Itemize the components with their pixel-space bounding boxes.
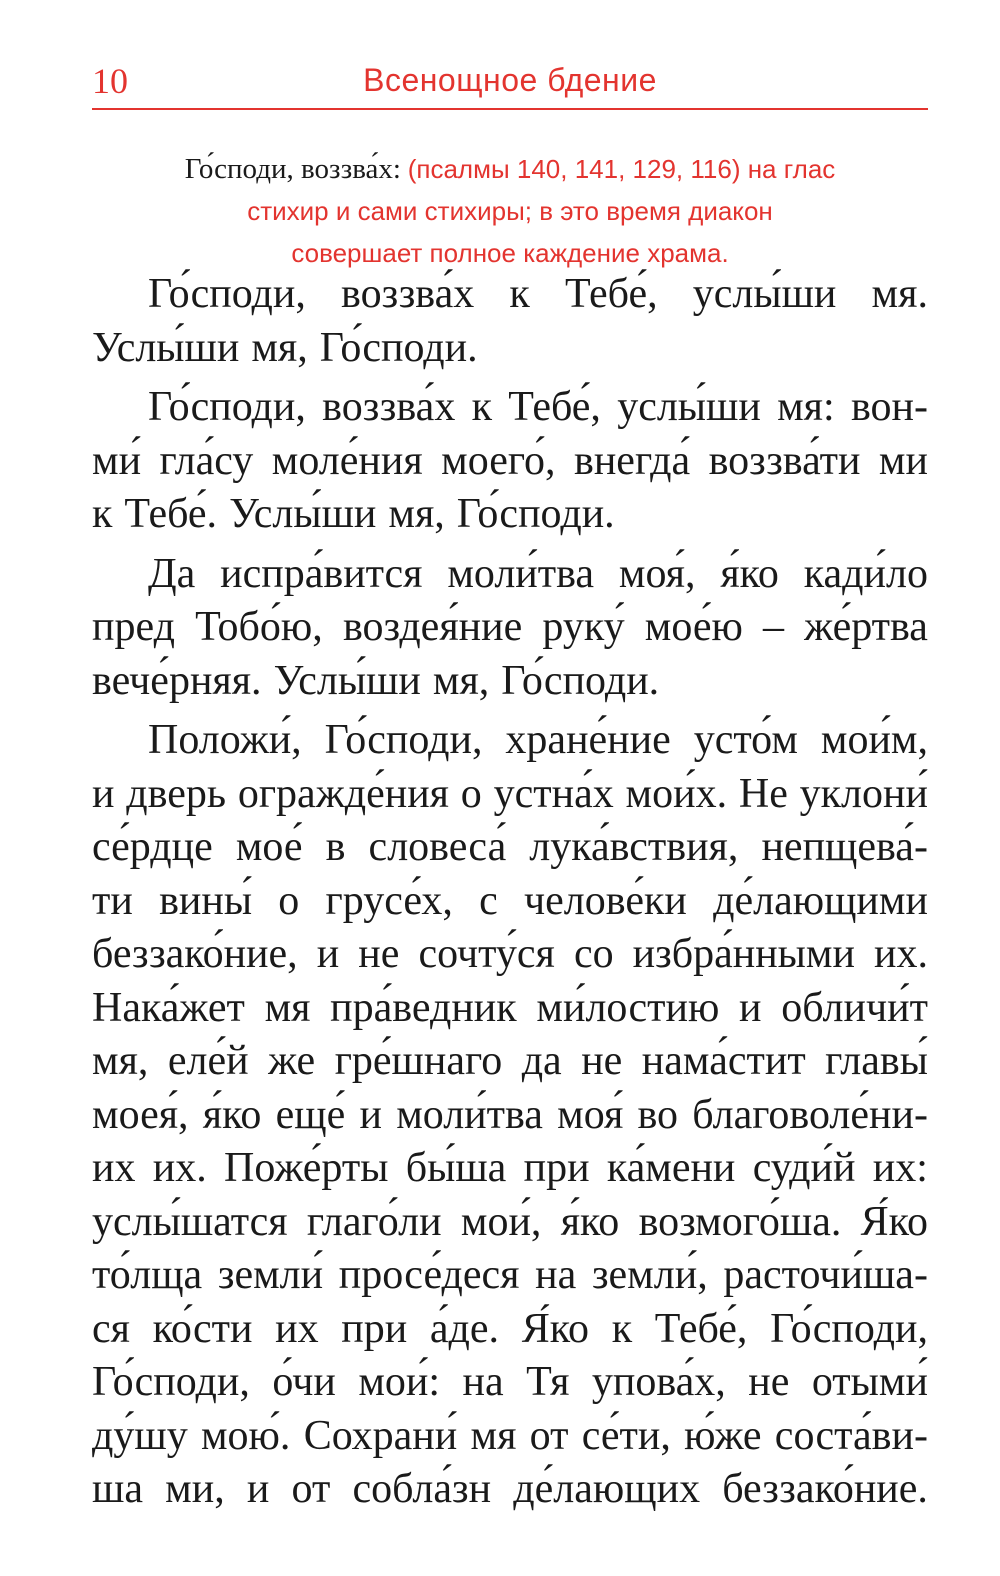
text-line: ду́шу мою́. Сохрани́ мя от се́ти, ю́же соста́ви-	[92, 1412, 928, 1459]
rubric-red-text-1: (псалмы 140, 141, 129, 116) на глас	[407, 154, 836, 184]
paragraph	[92, 714, 928, 1517]
text-line: услы́шатся глаго́ли мои́, я́ко возмого́ша. Я́ко	[92, 1198, 928, 1245]
rubric-line-1	[92, 148, 928, 190]
rubric-red-text-3: совершает полное каждение храма.	[291, 238, 729, 268]
text-line: беззако́ние, и не сочту́ся со избра́нными их.	[92, 931, 928, 977]
text-line: то́лща земли́ просе́дeся на земли́, расточи́ша-	[92, 1252, 928, 1298]
text-line: Да испра́вится моли́тва моя́, я́ко кади́ло	[148, 550, 928, 597]
text-line: пред Тобо́ю, воздея́ние руку́ мое́ю – же́ртва	[92, 604, 928, 650]
text-line: и дверь огражде́ния о устна́х мои́х. Не уклони́	[92, 770, 928, 817]
text-line: ти вины́ о грусе́х, с челове́ки де́лающими	[92, 877, 928, 924]
paragraph	[92, 268, 928, 375]
text-line: ша ми, и от собла́зн де́лающих беззако́ние.	[92, 1466, 928, 1512]
text-line: ми́ гла́су моле́ния моего́, внегда́ воззва́ти ми	[92, 437, 928, 484]
text-line: Нака́жет мя пра́ведник ми́лостию и обличи́т	[92, 984, 928, 1031]
text-line: к Тебе́. Услы́ши мя, Го́споди.	[92, 491, 615, 537]
paragraph	[92, 381, 928, 542]
text-line: моея́, я́ко еще́ и моли́тва моя́ во благоволе́ни-	[92, 1091, 928, 1138]
text-line: Положи́, Го́споди, хране́ние усто́м мои́м,	[148, 717, 928, 763]
rubric-red-text-2: стихир и сами стихиры; в это время диакон	[247, 196, 773, 226]
text-line: Го́споди, воззва́х к Тебе́, услы́ши мя.	[148, 271, 928, 317]
running-title: Всенощное бдение	[363, 62, 657, 98]
text-line: Го́споди, о́чи мои́: на Тя упова́х, не отыми́	[92, 1359, 928, 1405]
text-line: их их. Поже́рты бы́ша при ка́мени суди́й их:	[92, 1145, 928, 1191]
text-line: се́рдце мое́ в словеса́ лука́вствия, непщева́-	[92, 824, 928, 870]
text-line: Го́споди, воззва́х к Тебе́, услы́ши мя: вон-	[148, 384, 928, 430]
text-line: ся ко́сти их при а́де. Я́ко к Тебе́, Го́споди,	[92, 1305, 928, 1352]
page-header	[92, 58, 928, 110]
paragraph	[92, 548, 928, 709]
text-line: вече́рняя. Услы́ши мя, Го́споди.	[92, 657, 660, 704]
text-line: Услы́ши мя, Го́споди.	[92, 324, 478, 371]
page-number: 10	[92, 61, 128, 101]
rubric-lead: Го́споди, воззва́х:	[184, 153, 401, 185]
rubric-instruction	[92, 148, 928, 274]
psalm-text	[92, 268, 928, 1523]
text-line: мя, еле́й же гре́шнаго да не нама́стит главы́	[92, 1038, 928, 1084]
